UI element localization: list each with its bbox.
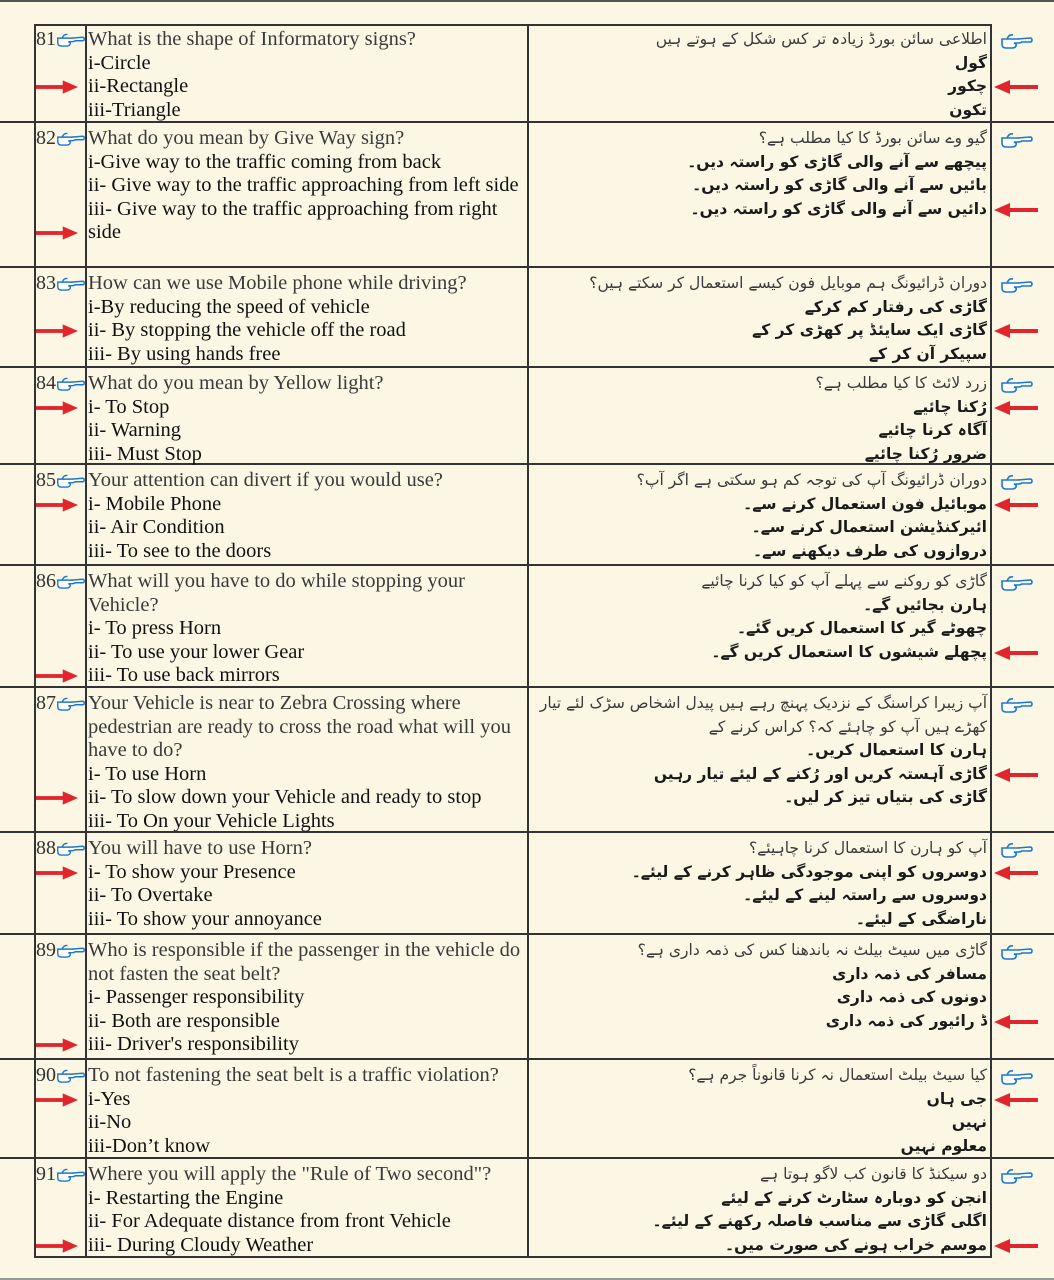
option-en: ii- Give way to the traffic approaching from left side xyxy=(88,174,519,197)
option-ur: دوسروں سے راستہ لینے کے لیئے۔ xyxy=(743,886,987,905)
question-text-ur: آپ کو ہارن کا استعمال کرنا چاہیئے؟ xyxy=(748,839,987,857)
urdu-question-block xyxy=(532,692,987,810)
answer-arrow-icon xyxy=(994,1239,1038,1253)
option-ur: دائیں سے آنے والی گاڑی کو راستہ دیں۔ xyxy=(690,199,987,218)
question-text-ur: اطلاعی سائن بورڈ زیادہ تر کس شکل کے ہوتے ہیں xyxy=(655,30,987,48)
answer-arrow-icon xyxy=(36,1093,78,1107)
option-ur: آگاہ کرنا چائیے xyxy=(878,421,987,440)
option-ur: ڈ رائیور کی ذمہ داری xyxy=(825,1011,987,1030)
option-ur: انجن کو دوبارہ سٹارٹ کرنے کے لیئے xyxy=(721,1188,987,1207)
english-question-block xyxy=(88,372,524,466)
option-ur: گول xyxy=(954,53,987,72)
question-text-ur: دو سیکنڈ کا قانون کب لاگو ہوتا ہے xyxy=(760,1165,987,1183)
option-ur: ضرور رُکنا چائیے xyxy=(864,444,987,463)
option-ur: دروازوں کی طرف دیکھنے سے۔ xyxy=(753,541,987,560)
option-ur: موسم خراب ہونے کی صورت میں۔ xyxy=(725,1235,987,1254)
answer-arrow-icon xyxy=(994,401,1038,415)
option-en: ii- Warning xyxy=(88,419,182,442)
column-divider xyxy=(990,24,992,1256)
answer-arrow-icon xyxy=(36,866,78,880)
option-ur: بائیں سے آنے والی گاڑی کو راستہ دیں۔ xyxy=(692,176,987,195)
answer-arrow-icon xyxy=(994,498,1038,512)
pointing-hand-icon xyxy=(1000,572,1034,592)
option-en: i- Passenger responsibility xyxy=(88,986,305,1009)
option-en: i- To use Horn xyxy=(88,762,207,785)
question-text-en: Who is responsible if the passenger in the vehicle do not fasten the seat belt? xyxy=(88,939,521,985)
english-question-block xyxy=(88,28,524,122)
option-ur: گاڑی کی بتیاں تیز کر لیں۔ xyxy=(784,788,987,807)
option-ur: دوسروں کو اپنی موجودگی ظاہر کرنے کے لیئے۔ xyxy=(631,862,987,881)
pointing-hand-icon xyxy=(1000,274,1034,294)
option-en: i-Yes xyxy=(88,1087,131,1110)
pointing-hand-icon xyxy=(56,1165,86,1183)
english-question-block xyxy=(88,127,524,245)
urdu-question-block xyxy=(532,939,987,1033)
column-divider xyxy=(34,24,36,1256)
urdu-question-block xyxy=(532,372,987,466)
answer-arrow-icon xyxy=(994,866,1038,880)
option-en: ii-No xyxy=(88,1111,132,1134)
pointing-hand-icon xyxy=(1000,30,1034,50)
question-text-ur: گاڑی کو روکنے سے پہلے آپ کو کیا کرنا چائیے xyxy=(701,572,987,590)
option-ur: تکون xyxy=(949,100,987,119)
answer-arrow-icon xyxy=(36,498,78,512)
option-ur: ائیرکنڈیشن استعمال کرنے سے۔ xyxy=(751,518,987,537)
option-en: iii- To see to the doors xyxy=(88,539,272,562)
pointing-hand-icon xyxy=(1000,941,1034,961)
answer-arrow-icon xyxy=(994,1015,1038,1029)
pointing-hand-icon xyxy=(56,839,86,857)
urdu-question-block xyxy=(532,837,987,931)
option-en: ii- Both are responsible xyxy=(88,1009,280,1032)
option-ur: ہارن کا استعمال کریں۔ xyxy=(806,741,987,760)
question-text-ur: آپ زیبرا کراسنگ کے نزدیک پہنچ رہے ہیں پیدل اشخاص سڑک لئے تیار کھڑے ہیں آپ کو چاہئے کہ؟ کراس کرنے کے xyxy=(539,694,987,736)
question-text-ur: دوران ڈرائیونگ آپ کی توجہ کم ہو سکتی ہے اگر آپ؟ xyxy=(636,471,987,489)
pointing-hand-icon xyxy=(1000,839,1034,859)
answer-arrow-icon xyxy=(994,768,1038,782)
option-en: iii-Triangle xyxy=(88,98,181,121)
pointing-hand-icon xyxy=(56,129,86,147)
option-ur: گاڑی ایک سایئڈ پر کھڑی کر کے xyxy=(752,321,987,340)
question-text-en: How can we use Mobile phone while driving? xyxy=(88,272,467,294)
answer-arrow-icon xyxy=(994,80,1038,94)
answer-arrow-icon xyxy=(36,401,78,415)
pointing-hand-icon xyxy=(1000,374,1034,394)
question-text-en: What do you mean by Give Way sign? xyxy=(88,127,405,149)
question-text-en: You will have to use Horn? xyxy=(88,837,312,859)
question-number: 81 xyxy=(36,28,56,50)
pointing-hand-icon xyxy=(1000,1165,1034,1185)
english-question-block xyxy=(88,1163,524,1257)
answer-arrow-icon xyxy=(36,1239,78,1253)
english-question-block xyxy=(88,1064,524,1158)
question-text-ur: گاڑی میں سیٹ بیلٹ نہ باندھنا کس کی ذمہ داری ہے؟ xyxy=(637,941,987,959)
option-en: iii- To On your Vehicle Lights xyxy=(88,809,335,832)
option-ur: اگلی گاڑی سے مناسب فاصلہ رکھنے کے لیئے۔ xyxy=(652,1212,987,1231)
question-text-ur: گیو وے سائن بورڈ کا کیا مطلب ہے؟ xyxy=(758,129,987,147)
question-text-en: What is the shape of Informatory signs? xyxy=(88,28,416,50)
question-number: 89 xyxy=(36,939,56,961)
urdu-question-block xyxy=(532,570,987,664)
urdu-question-block xyxy=(532,28,987,122)
urdu-question-block xyxy=(532,272,987,366)
option-en: i- To show your Presence xyxy=(88,860,296,883)
option-en: iii- By using hands free xyxy=(88,342,281,365)
option-ur: چھوٹے گیر کا استعمال کریں گئے۔ xyxy=(736,619,987,638)
pointing-hand-icon xyxy=(1000,129,1034,149)
option-ur: گاڑی آہستہ کریں اور رُکنے کے لیئے تیار رہیں xyxy=(653,764,987,783)
english-question-block xyxy=(88,939,524,1057)
option-en: i- To press Horn xyxy=(88,617,222,640)
urdu-question-block xyxy=(532,469,987,563)
option-en: i-By reducing the speed of vehicle xyxy=(88,295,370,318)
option-en: iii- During Cloudy Weather xyxy=(88,1233,314,1256)
question-number: 83 xyxy=(36,272,56,294)
option-ur: موبائیل فون استعمال کرنے سے۔ xyxy=(743,494,987,513)
english-question-block xyxy=(88,272,524,366)
question-text-en: What do you mean by Yellow light? xyxy=(88,372,384,394)
english-question-block xyxy=(88,837,524,931)
answer-arrow-icon xyxy=(36,791,78,805)
question-text-en: What will you have to do while stopping your Vehicle? xyxy=(88,570,465,616)
answer-arrow-icon xyxy=(994,324,1038,338)
pointing-hand-icon xyxy=(56,1066,86,1084)
pointing-hand-icon xyxy=(1000,471,1034,491)
option-en: iii-Don’t know xyxy=(88,1134,211,1157)
question-text-en: To not fastening the seat belt is a traffic violation? xyxy=(88,1064,499,1086)
option-en: iii- To use back mirrors xyxy=(88,664,280,687)
question-text-ur: زرد لائٹ کا کیا مطلب ہے؟ xyxy=(815,374,987,392)
option-en: iii- Must Stop xyxy=(88,442,202,465)
option-ur: پیچھے سے آنے والی گاڑی کو راستہ دیں۔ xyxy=(687,152,987,171)
question-text-en: Your attention can divert if you would use? xyxy=(88,469,443,491)
option-en: ii- For Adequate distance from front Vehicle xyxy=(88,1210,451,1233)
question-number: 90 xyxy=(36,1064,56,1086)
option-ur: جی ہاں xyxy=(926,1089,987,1108)
urdu-question-block xyxy=(532,127,987,221)
pointing-hand-icon xyxy=(56,374,86,392)
question-number: 91 xyxy=(36,1163,56,1185)
pointing-hand-icon xyxy=(56,30,86,48)
option-en: iii- To show your annoyance xyxy=(88,907,322,930)
english-question-block xyxy=(88,692,524,834)
option-en: i-Circle xyxy=(88,51,151,74)
pointing-hand-icon xyxy=(56,694,86,712)
answer-arrow-icon xyxy=(994,203,1038,217)
option-ur: رُکنا چائیے xyxy=(913,397,987,416)
option-en: ii- To slow down your Vehicle and ready to stop xyxy=(88,786,482,809)
option-en: i- Mobile Phone xyxy=(88,492,222,515)
answer-arrow-icon xyxy=(36,1038,78,1052)
option-ur: پچھلے شیشوں کا استعمال کریں گے۔ xyxy=(711,642,987,661)
option-ur: نہیں xyxy=(951,1113,987,1132)
answer-arrow-icon xyxy=(994,1093,1038,1107)
answer-arrow-icon xyxy=(36,669,78,683)
option-en: iii- Driver's responsibility xyxy=(88,1033,299,1056)
question-number: 84 xyxy=(36,372,56,394)
option-ur: سپیکر آن کر کے xyxy=(868,344,987,363)
english-question-block xyxy=(88,469,524,563)
answer-arrow-icon xyxy=(36,226,78,240)
option-ur: دونوں کی ذمہ داری xyxy=(836,988,987,1007)
option-ur: ہارن بجائیں گے۔ xyxy=(863,595,987,614)
option-ur: معلوم نہیں xyxy=(900,1136,987,1155)
answer-arrow-icon xyxy=(36,324,78,338)
option-en: i- Restarting the Engine xyxy=(88,1186,284,1209)
answer-arrow-icon xyxy=(994,646,1038,660)
pointing-hand-icon xyxy=(56,572,86,590)
question-number: 87 xyxy=(36,692,56,714)
column-divider xyxy=(85,24,87,1256)
question-number: 88 xyxy=(36,837,56,859)
question-text-en: Where you will apply the "Rule of Two second"? xyxy=(88,1163,492,1185)
question-number: 86 xyxy=(36,570,56,592)
pointing-hand-icon xyxy=(56,274,86,292)
question-text-ur: کیا سیٹ بیلٹ استعمال نہ کرنا قانوناً جرم ہے؟ xyxy=(688,1066,987,1084)
pointing-hand-icon xyxy=(1000,1066,1034,1086)
urdu-question-block xyxy=(532,1064,987,1158)
option-ur: مسافر کی ذمہ داری xyxy=(832,964,987,983)
question-text-ur: دوران ڈرائیونگ ہم موبایل فون کیسے استعمال کر سکتے ہیں؟ xyxy=(589,274,987,292)
option-ur: چکور xyxy=(948,77,987,96)
urdu-question-block xyxy=(532,1163,987,1257)
pointing-hand-icon xyxy=(1000,694,1034,714)
answer-arrow-icon xyxy=(36,80,78,94)
pointing-hand-icon xyxy=(56,941,86,959)
column-divider xyxy=(527,24,529,1256)
option-en: ii- Air Condition xyxy=(88,516,225,539)
option-en: i-Give way to the traffic coming from back xyxy=(88,150,442,173)
option-en: iii- Give way to the traffic approaching from right side xyxy=(88,197,498,244)
english-question-block xyxy=(88,570,524,688)
option-en: i- To Stop xyxy=(88,395,170,418)
question-text-en: Your Vehicle is near to Zebra Crossing where pedestrian are ready to cross the road what will you have to do? xyxy=(88,692,511,762)
question-number: 82 xyxy=(36,127,56,149)
question-number: 85 xyxy=(36,469,56,491)
option-en: ii- By stopping the vehicle off the road xyxy=(88,319,406,342)
option-ur: گاڑی کی رفتار کم کرکے xyxy=(804,297,987,316)
option-en: ii- To Overtake xyxy=(88,884,213,907)
option-ur: ناراضگی کے لیئے۔ xyxy=(855,909,987,928)
pointing-hand-icon xyxy=(56,471,86,489)
option-en: ii-Rectangle xyxy=(88,75,189,98)
option-en: ii- To use your lower Gear xyxy=(88,640,305,663)
